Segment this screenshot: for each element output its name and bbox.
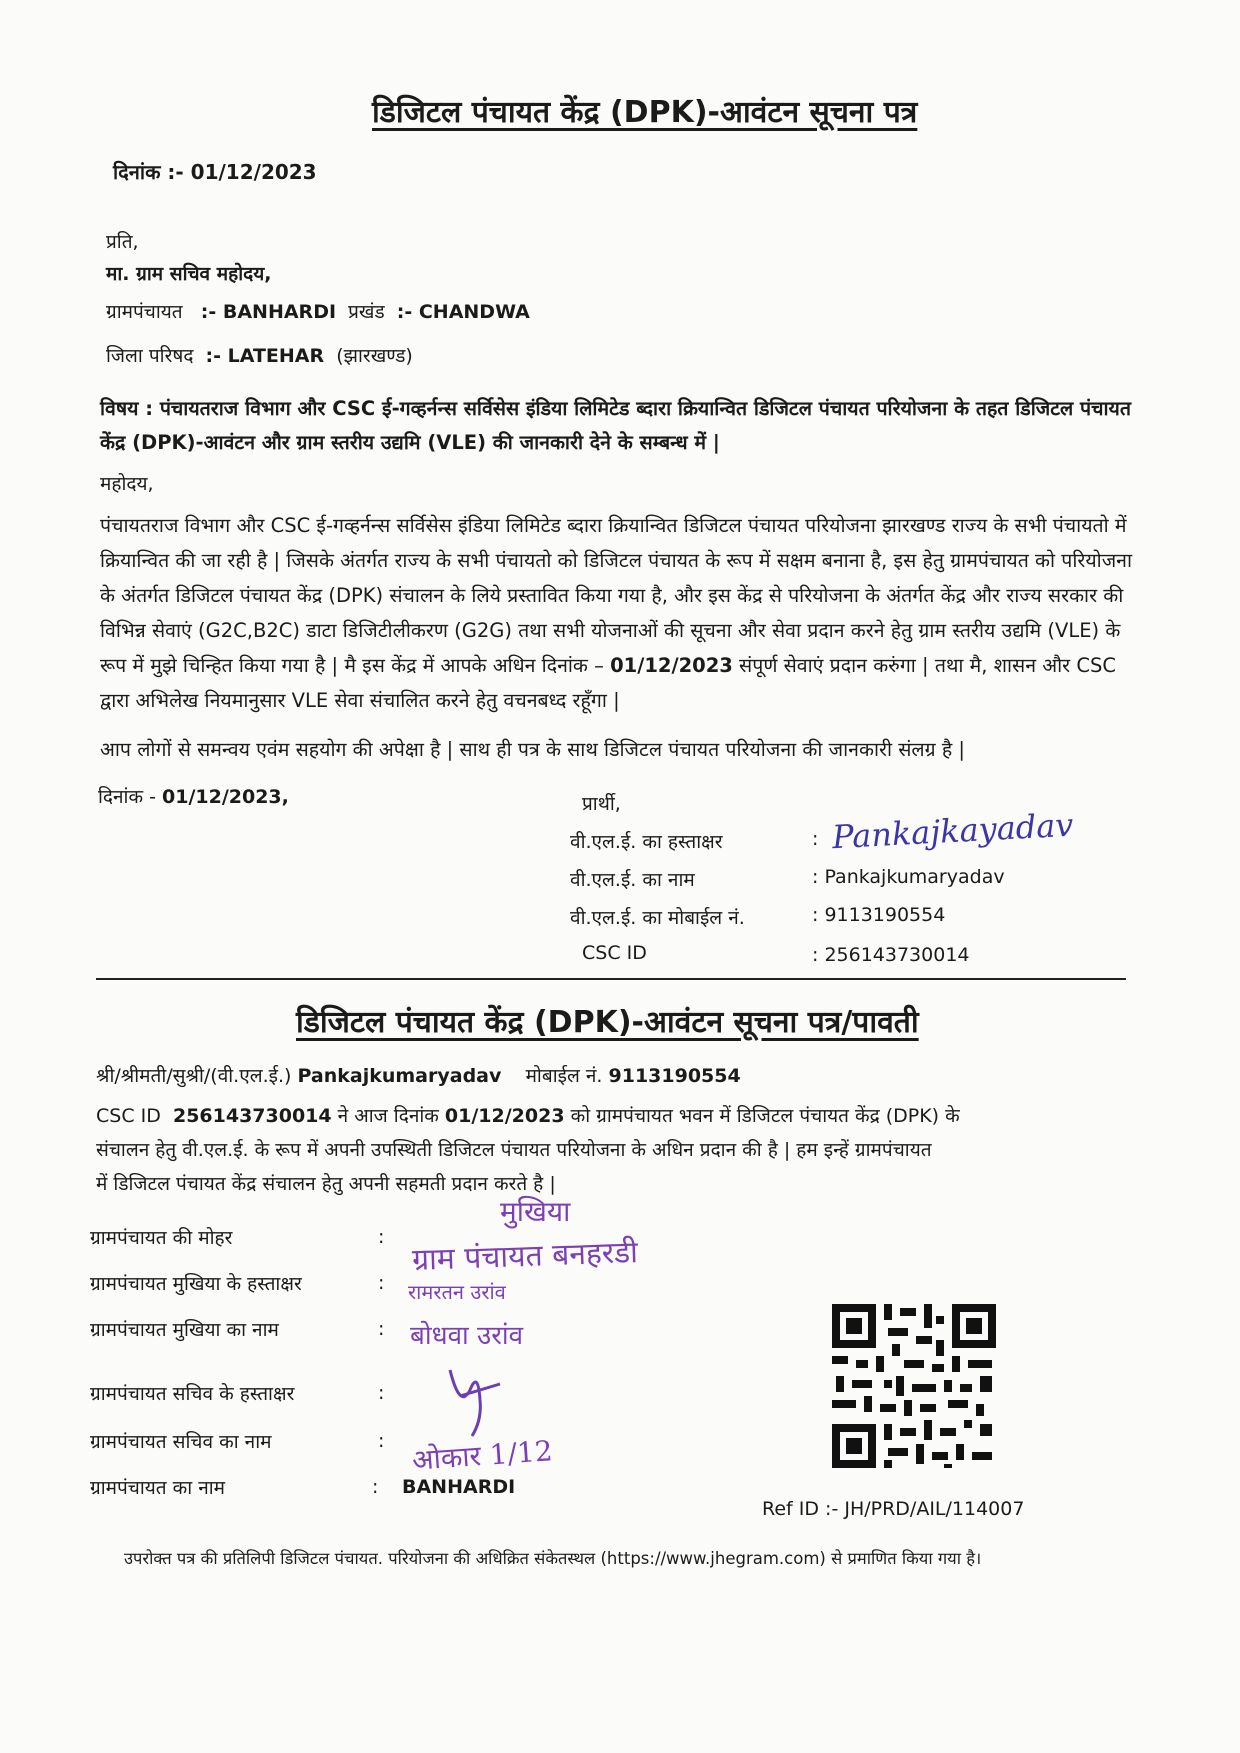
vle-name-value: : Pankajkumaryadav [812, 866, 1005, 888]
gp-value: :- BANHARDI [200, 301, 337, 323]
block-label: प्रखंड [348, 301, 385, 323]
receipt-person-line [96, 1062, 741, 1088]
ref-id: Ref ID :- JH/PRD/AIL/114007 [762, 1498, 1025, 1520]
gp-line [106, 298, 530, 324]
field-mukhiya-sign-label: ग्रामपंचायत मुखिया के हस्ताक्षर [90, 1273, 302, 1295]
body-date: 01/12/2023 [610, 654, 733, 677]
field-mukhiya-name-colon: : [378, 1318, 385, 1340]
secretary-signature-mark [440, 1350, 520, 1440]
body-tail: संपूर्ण सेवाएं प्रदान करुंगा | तथा मै, शासन और CSC द्वारा अभिलेख नियमानुसार VLE सेवा संचालित करने हेतु वचनबध्द रहूँगा | [100, 654, 1116, 712]
qr-code-icon [828, 1300, 1000, 1472]
vle-sign-label: वी.एल.ई. का हस्ताक्षर [570, 831, 723, 853]
letter-title: डिजिटल पंचायत केंद्र (DPK)-आवंटन सूचना पत्र [372, 95, 918, 130]
sign-date-value: 01/12/2023, [162, 786, 289, 808]
vle-mobile-value: : 9113190554 [812, 904, 946, 926]
vle-name-label: वी.एल.ई. का नाम [570, 869, 695, 891]
receipt-line-1 [96, 1102, 960, 1128]
body-paragraph-1 [100, 508, 1150, 718]
field-stamp-label: ग्रामपंचायत की मोहर [90, 1227, 233, 1249]
field-gp-name-colon: : [372, 1476, 379, 1498]
receipt-title: डिजिटल पंचायत केंद्र (DPK)-आवंटन सूचना पत्र/पावती [296, 1005, 919, 1040]
stamp-gram-panchayat: ग्राम पंचायत बनहरडी [411, 1235, 639, 1278]
csc-prefix: CSC ID [96, 1105, 161, 1127]
person-prefix: श्री/श्रीमती/सुश्री/(वी.एल.ई.) [96, 1065, 292, 1087]
person-name: Pankajkumaryadav [297, 1065, 502, 1087]
csc-value: : 256143730014 [812, 944, 970, 966]
receipt-line-3: में डिजिटल पंचायत केंद्र संचालन हेतु अपनी सहमती प्रदान करते है | [96, 1173, 556, 1195]
receipt-line-2: संचालन हेतु वी.एल.ई. के रूप में अपनी उपस्थिती डिजिटल पंचायत परियोजना के अधिन प्रदान की है | हम इन्हें ग्रामपंचायत [96, 1139, 932, 1161]
field-secretary-sign-colon: : [378, 1382, 385, 1404]
handwritten-mukhiya-sign: रामरतन उरांव [408, 1280, 506, 1304]
addressee: मा. ग्राम सचिव महोदय, [106, 263, 272, 285]
sign-date [98, 783, 289, 809]
body-text: पंचायतराज विभाग और CSC ई-गव्हर्नन्स सर्विसेस इंडिया लिमिटेड ब्दारा क्रियान्वित डिजिटल पंचायत परियोजना झारखण्ड राज्य के सभी पंचायतो में क्रियान्वित की जा रही है | जिसके अंतर्गत राज्य के सभी पंचायतो को डिजिटल पंचायत के रूप में सक्षम बनाना है, इस हेतु ग्रामपंचायत को परियोजना के अंतर्गत डिजिटल पंचायत केंद्र (DPK) संचालन के लिये प्रस्तावित किया गया है, और इस केंद्र से परियोजना के अंतर्गत केंद्र और राज्य सरकार की विभिन्न सेवाएं (G2C,B2C) डाटा डिजिटीलीकरण (G2G) तथा सभी योजनाओं की सूचना और सेवा प्रदान करने हेतु ग्राम स्तरीय उद्यमि (VLE) के रूप में मुझे चिन्हित किया गया है | मै इस केंद्र में आपके अधिन दिनांक – [100, 514, 1133, 677]
field-mukhiya-sign-colon: : [378, 1272, 385, 1294]
handwritten-secretary-name: ओकार 1/12 [411, 1434, 554, 1477]
district-value: :- LATEHAR [205, 345, 325, 367]
field-secretary-name-label: ग्रामपंचायत सचिव का नाम [90, 1431, 272, 1453]
line1-tail: को ग्रामपंचायत भवन में डिजिटल पंचायत केंद्र (DPK) के [564, 1105, 960, 1127]
salutation: महोदय, [100, 473, 154, 495]
line1-mid: ने आज दिनांक [331, 1105, 445, 1127]
letter-date: दिनांक :- 01/12/2023 [113, 160, 317, 184]
subject: विषय : पंचायतराज विभाग और CSC ई-गव्हर्नन्स सर्विसेस इंडिया लिमिटेड ब्दारा क्रियान्वित डिजिटल पंचायत परियोजना के तहत डिजिटल पंचायत केंद्र (DPK)-आवंटन और ग्राम स्तरीय उद्यमि (VLE) की जानकारी देने के सम्बन्ध में | [100, 397, 1131, 454]
block-value: :- CHANDWA [396, 301, 530, 323]
handwritten-mukhiya-name: बोधवा उरांव [410, 1321, 524, 1351]
csc-label: CSC ID [582, 942, 647, 964]
receipt-csc-value: 256143730014 [172, 1105, 332, 1127]
footer-note: उपरोक्त पत्र की प्रतिलिपी डिजिटल पंचायत. परियोजना की अधिक्रित संकेतस्थल (https://www.jhegram.com) से प्रमाणित किया गया है। [124, 1549, 982, 1568]
body-paragraph-2: आप लोगों से समन्वय एवंम सहयोग की अपेक्षा है | साथ ही पत्र के साथ डिजिटल पंचायत परियोजना की जानकारी संलग्र है | [100, 738, 965, 761]
field-mukhiya-name-label: ग्रामपंचायत मुखिया का नाम [90, 1319, 279, 1341]
sign-date-label: दिनांक - [98, 786, 156, 808]
vle-signature: Pankajkayadav [831, 805, 1075, 857]
mobile-label: मोबाईल नं. [525, 1065, 603, 1087]
line1-date: 01/12/2023 [444, 1105, 565, 1127]
district-label: जिला परिषद [106, 345, 194, 367]
field-stamp-colon: : [378, 1226, 385, 1248]
gp-label: ग्रामपंचायत [106, 301, 183, 323]
mobile-value: 9113190554 [608, 1065, 741, 1087]
applicant-label: प्रार्थी, [582, 793, 621, 815]
field-gp-name-label: ग्रामपंचायत का नाम [90, 1477, 226, 1499]
field-secretary-name-colon: : [378, 1430, 385, 1452]
vle-mobile-label: वी.एल.ई. का मोबाईल नं. [570, 907, 745, 929]
vle-sign-colon: : [812, 828, 819, 850]
field-secretary-sign-label: ग्रामपंचायत सचिव के हस्ताक्षर [90, 1383, 295, 1405]
stamp-mukhiya: मुखिया [500, 1195, 571, 1228]
field-gp-name-value: BANHARDI [402, 1476, 516, 1498]
section-divider [96, 978, 1126, 980]
state-name: (झारखण्ड) [336, 345, 413, 367]
to-line: प्रति, [106, 231, 139, 253]
district-line [106, 342, 413, 368]
